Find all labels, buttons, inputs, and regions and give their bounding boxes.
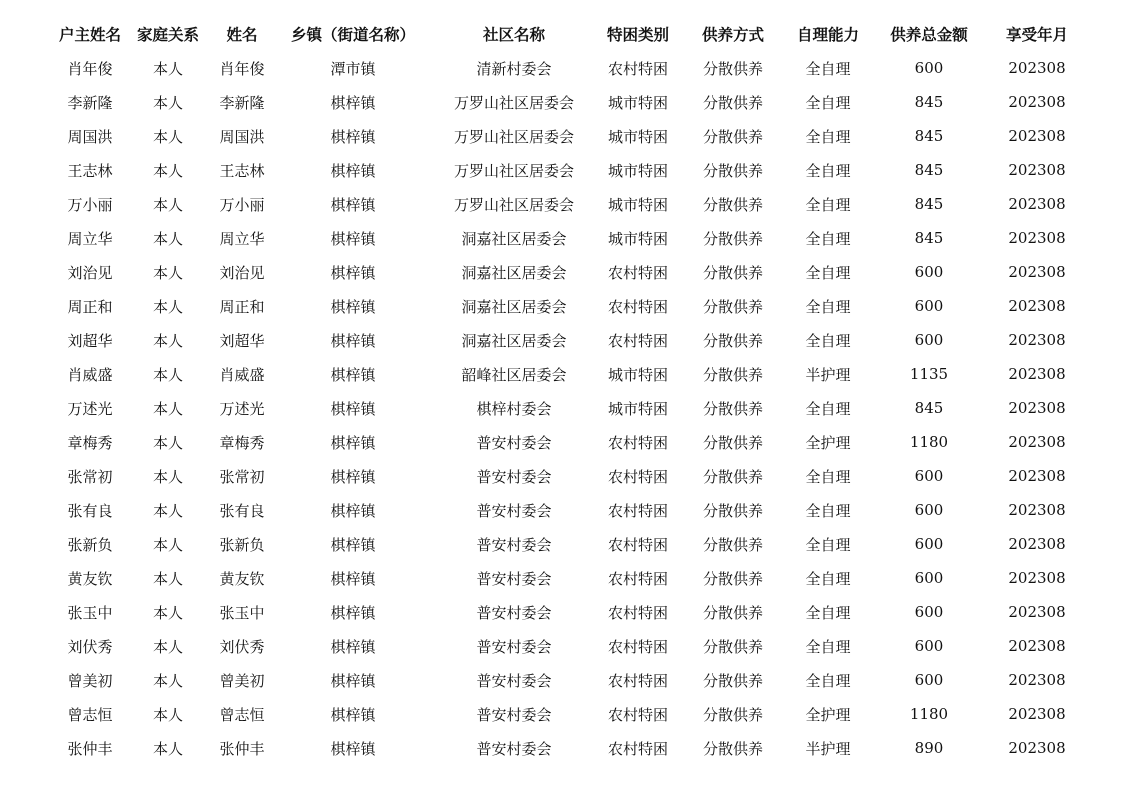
cell-poverty-category: 农村特困	[607, 705, 668, 724]
cell-self-care-ability: 全自理	[805, 467, 851, 486]
cell-name: 曾美初	[219, 671, 265, 690]
cell-support-mode: 分散供养	[702, 603, 763, 622]
cell-support-mode: 分散供养	[702, 467, 763, 486]
cell-householder-name: 周立华	[67, 229, 113, 248]
cell-householder-name: 张玉中	[67, 603, 113, 622]
cell-support-mode: 分散供养	[702, 501, 763, 520]
table-row	[45, 595, 1077, 629]
table-row	[45, 629, 1077, 663]
cell-name: 万述光	[219, 399, 265, 418]
cell-support-mode: 分散供养	[702, 161, 763, 180]
cell-benefit-month: 202308	[1008, 399, 1066, 417]
cell-benefit-month: 202308	[1008, 127, 1066, 145]
cell-self-care-ability: 全护理	[805, 705, 851, 724]
cell-poverty-category: 城市特困	[607, 229, 668, 248]
cell-support-mode: 分散供养	[702, 535, 763, 554]
cell-family-relation: 本人	[152, 365, 183, 384]
cell-self-care-ability: 全自理	[805, 331, 851, 350]
cell-town: 棋梓镇	[330, 501, 376, 520]
cell-poverty-category: 城市特困	[607, 399, 668, 418]
cell-name: 章梅秀	[219, 433, 265, 452]
table-row	[45, 493, 1077, 527]
cell-support-mode: 分散供养	[702, 671, 763, 690]
cell-self-care-ability: 全自理	[805, 501, 851, 520]
cell-family-relation: 本人	[152, 637, 183, 656]
cell-benefit-month: 202308	[1008, 671, 1066, 689]
cell-self-care-ability: 全自理	[805, 195, 851, 214]
cell-householder-name: 黄友钦	[67, 569, 113, 588]
cell-family-relation: 本人	[152, 433, 183, 452]
cell-support-mode: 分散供养	[702, 263, 763, 282]
cell-support-amount: 600	[914, 603, 944, 621]
table-row	[45, 323, 1077, 357]
table-row	[45, 731, 1077, 765]
header-poverty-category: 特困类别	[606, 25, 669, 44]
header-town: 乡镇（街道名称）	[290, 25, 415, 44]
cell-poverty-category: 城市特困	[607, 127, 668, 146]
cell-community: 普安村委会	[476, 535, 552, 554]
cell-poverty-category: 农村特困	[607, 671, 668, 690]
cell-town: 棋梓镇	[330, 127, 376, 146]
cell-town: 棋梓镇	[330, 637, 376, 656]
cell-poverty-category: 农村特困	[607, 637, 668, 656]
cell-benefit-month: 202308	[1008, 263, 1066, 281]
table-row	[45, 289, 1077, 323]
cell-town: 棋梓镇	[330, 433, 376, 452]
cell-householder-name: 周国洪	[67, 127, 113, 146]
cell-self-care-ability: 全自理	[805, 127, 851, 146]
cell-town: 棋梓镇	[330, 467, 376, 486]
cell-self-care-ability: 全护理	[805, 433, 851, 452]
cell-householder-name: 肖年俊	[67, 59, 113, 78]
header-householder-name: 户主姓名	[58, 25, 121, 44]
cell-poverty-category: 农村特困	[607, 501, 668, 520]
cell-poverty-category: 农村特困	[607, 433, 668, 452]
cell-family-relation: 本人	[152, 569, 183, 588]
cell-community: 万罗山社区居委会	[453, 161, 574, 180]
cell-householder-name: 章梅秀	[67, 433, 113, 452]
cell-poverty-category: 农村特困	[607, 535, 668, 554]
cell-town: 棋梓镇	[330, 671, 376, 690]
cell-support-mode: 分散供养	[702, 93, 763, 112]
cell-support-amount: 600	[914, 467, 944, 485]
cell-community: 普安村委会	[476, 671, 552, 690]
header-family-relation: 家庭关系	[136, 25, 199, 44]
cell-name: 张仲丰	[219, 739, 265, 758]
cell-poverty-category: 农村特困	[607, 297, 668, 316]
cell-householder-name: 李新隆	[67, 93, 113, 112]
header-benefit-month: 享受年月	[1005, 25, 1068, 44]
cell-town: 棋梓镇	[330, 93, 376, 112]
cell-householder-name: 万述光	[67, 399, 113, 418]
cell-support-mode: 分散供养	[702, 229, 763, 248]
cell-name: 肖威盛	[219, 365, 265, 384]
cell-family-relation: 本人	[152, 161, 183, 180]
cell-poverty-category: 城市特困	[607, 365, 668, 384]
cell-family-relation: 本人	[152, 331, 183, 350]
cell-support-amount: 1135	[909, 365, 949, 383]
cell-name: 张玉中	[219, 603, 265, 622]
cell-town: 棋梓镇	[330, 739, 376, 758]
table-row	[45, 357, 1077, 391]
cell-benefit-month: 202308	[1008, 535, 1066, 553]
cell-family-relation: 本人	[152, 671, 183, 690]
cell-community: 万罗山社区居委会	[453, 93, 574, 112]
cell-support-mode: 分散供养	[702, 297, 763, 316]
cell-householder-name: 万小丽	[67, 195, 113, 214]
cell-community: 普安村委会	[476, 467, 552, 486]
table-row	[45, 527, 1077, 561]
cell-householder-name: 张常初	[67, 467, 113, 486]
cell-town: 棋梓镇	[330, 603, 376, 622]
cell-benefit-month: 202308	[1008, 739, 1066, 757]
cell-poverty-category: 城市特困	[607, 195, 668, 214]
cell-town: 棋梓镇	[330, 229, 376, 248]
cell-benefit-month: 202308	[1008, 365, 1066, 383]
cell-self-care-ability: 全自理	[805, 569, 851, 588]
cell-support-amount: 600	[914, 297, 944, 315]
cell-community: 普安村委会	[476, 603, 552, 622]
cell-self-care-ability: 全自理	[805, 93, 851, 112]
cell-householder-name: 曾美初	[67, 671, 113, 690]
cell-poverty-category: 农村特困	[607, 569, 668, 588]
cell-community: 普安村委会	[476, 501, 552, 520]
cell-self-care-ability: 全自理	[805, 297, 851, 316]
table-row	[45, 697, 1077, 731]
cell-support-amount: 600	[914, 569, 944, 587]
cell-benefit-month: 202308	[1008, 705, 1066, 723]
cell-householder-name: 周正和	[67, 297, 113, 316]
table-row	[45, 255, 1077, 289]
cell-householder-name: 刘伏秀	[67, 637, 113, 656]
cell-householder-name: 张仲丰	[67, 739, 113, 758]
cell-community: 洞嘉社区居委会	[461, 263, 567, 282]
cell-support-amount: 845	[914, 93, 944, 111]
cell-support-mode: 分散供养	[702, 365, 763, 384]
cell-poverty-category: 农村特困	[607, 603, 668, 622]
cell-support-mode: 分散供养	[702, 569, 763, 588]
header-support-amount: 供养总金额	[890, 25, 968, 44]
cell-benefit-month: 202308	[1008, 433, 1066, 451]
cell-family-relation: 本人	[152, 705, 183, 724]
cell-name: 刘治见	[219, 263, 265, 282]
cell-benefit-month: 202308	[1008, 59, 1066, 77]
cell-name: 黄友钦	[219, 569, 265, 588]
cell-poverty-category: 农村特困	[607, 59, 668, 78]
cell-poverty-category: 农村特困	[607, 331, 668, 350]
table-row	[45, 391, 1077, 425]
cell-name: 李新隆	[219, 93, 265, 112]
cell-community: 洞嘉社区居委会	[461, 297, 567, 316]
cell-householder-name: 王志林	[67, 161, 113, 180]
cell-name: 周立华	[219, 229, 265, 248]
cell-self-care-ability: 全自理	[805, 263, 851, 282]
cell-town: 棋梓镇	[330, 161, 376, 180]
cell-self-care-ability: 全自理	[805, 399, 851, 418]
cell-self-care-ability: 半护理	[805, 365, 851, 384]
header-name: 姓名	[226, 25, 258, 44]
table-row	[45, 187, 1077, 221]
cell-poverty-category: 农村特困	[607, 263, 668, 282]
cell-support-amount: 600	[914, 331, 944, 349]
cell-family-relation: 本人	[152, 59, 183, 78]
table-row	[45, 51, 1077, 85]
cell-poverty-category: 农村特困	[607, 467, 668, 486]
cell-support-amount: 600	[914, 637, 944, 655]
table-row	[45, 119, 1077, 153]
cell-support-amount: 600	[914, 501, 944, 519]
cell-town: 棋梓镇	[330, 297, 376, 316]
cell-name: 周国洪	[219, 127, 265, 146]
cell-support-amount: 600	[914, 671, 944, 689]
cell-family-relation: 本人	[152, 467, 183, 486]
cell-family-relation: 本人	[152, 535, 183, 554]
cell-town: 棋梓镇	[330, 331, 376, 350]
table-row	[45, 459, 1077, 493]
cell-benefit-month: 202308	[1008, 569, 1066, 587]
cell-benefit-month: 202308	[1008, 297, 1066, 315]
cell-poverty-category: 城市特困	[607, 161, 668, 180]
cell-family-relation: 本人	[152, 603, 183, 622]
cell-householder-name: 张新负	[67, 535, 113, 554]
cell-name: 周正和	[219, 297, 265, 316]
cell-town: 棋梓镇	[330, 705, 376, 724]
header-community: 社区名称	[482, 25, 545, 44]
table-row	[45, 221, 1077, 255]
cell-support-mode: 分散供养	[702, 637, 763, 656]
cell-name: 张新负	[219, 535, 265, 554]
cell-support-mode: 分散供养	[702, 433, 763, 452]
cell-community: 普安村委会	[476, 569, 552, 588]
table-row	[45, 85, 1077, 119]
table-row	[45, 561, 1077, 595]
cell-support-mode: 分散供养	[702, 705, 763, 724]
cell-support-amount: 845	[914, 161, 944, 179]
cell-community: 普安村委会	[476, 739, 552, 758]
cell-town: 棋梓镇	[330, 535, 376, 554]
cell-family-relation: 本人	[152, 399, 183, 418]
cell-self-care-ability: 全自理	[805, 535, 851, 554]
cell-benefit-month: 202308	[1008, 229, 1066, 247]
cell-benefit-month: 202308	[1008, 195, 1066, 213]
cell-householder-name: 刘治见	[67, 263, 113, 282]
cell-family-relation: 本人	[152, 93, 183, 112]
cell-benefit-month: 202308	[1008, 161, 1066, 179]
cell-support-amount: 845	[914, 127, 944, 145]
cell-support-mode: 分散供养	[702, 331, 763, 350]
cell-poverty-category: 城市特困	[607, 93, 668, 112]
cell-self-care-ability: 全自理	[805, 603, 851, 622]
cell-family-relation: 本人	[152, 263, 183, 282]
cell-family-relation: 本人	[152, 127, 183, 146]
cell-community: 清新村委会	[476, 59, 552, 78]
cell-self-care-ability: 半护理	[805, 739, 851, 758]
cell-support-amount: 845	[914, 399, 944, 417]
cell-town: 棋梓镇	[330, 569, 376, 588]
table-header-row	[45, 17, 1077, 51]
cell-name: 刘超华	[219, 331, 265, 350]
table-row	[45, 425, 1077, 459]
cell-self-care-ability: 全自理	[805, 229, 851, 248]
cell-name: 王志林	[219, 161, 265, 180]
cell-self-care-ability: 全自理	[805, 637, 851, 656]
header-support-mode: 供养方式	[701, 25, 764, 44]
cell-support-amount: 845	[914, 195, 944, 213]
cell-self-care-ability: 全自理	[805, 59, 851, 78]
cell-name: 万小丽	[219, 195, 265, 214]
cell-town: 棋梓镇	[330, 399, 376, 418]
cell-name: 刘伏秀	[219, 637, 265, 656]
cell-benefit-month: 202308	[1008, 331, 1066, 349]
cell-family-relation: 本人	[152, 195, 183, 214]
table-row	[45, 153, 1077, 187]
cell-name: 张常初	[219, 467, 265, 486]
cell-community: 普安村委会	[476, 705, 552, 724]
document-sheet	[45, 17, 1077, 765]
cell-support-mode: 分散供养	[702, 127, 763, 146]
cell-support-amount: 845	[914, 229, 944, 247]
cell-householder-name: 张有良	[67, 501, 113, 520]
cell-benefit-month: 202308	[1008, 467, 1066, 485]
cell-family-relation: 本人	[152, 297, 183, 316]
cell-support-amount: 890	[914, 739, 944, 757]
support-recipients-table	[45, 17, 1077, 765]
cell-support-mode: 分散供养	[702, 59, 763, 78]
cell-community: 洞嘉社区居委会	[461, 229, 567, 248]
cell-community: 棋梓村委会	[476, 399, 552, 418]
cell-community: 普安村委会	[476, 433, 552, 452]
cell-self-care-ability: 全自理	[805, 161, 851, 180]
cell-householder-name: 肖威盛	[67, 365, 113, 384]
cell-benefit-month: 202308	[1008, 501, 1066, 519]
cell-self-care-ability: 全自理	[805, 671, 851, 690]
cell-support-amount: 600	[914, 535, 944, 553]
cell-community: 洞嘉社区居委会	[461, 331, 567, 350]
cell-support-amount: 1180	[909, 705, 949, 723]
cell-support-amount: 600	[914, 263, 944, 281]
cell-householder-name: 刘超华	[67, 331, 113, 350]
cell-benefit-month: 202308	[1008, 93, 1066, 111]
cell-family-relation: 本人	[152, 229, 183, 248]
table-body	[45, 51, 1077, 765]
cell-householder-name: 曾志恒	[67, 705, 113, 724]
cell-community: 万罗山社区居委会	[453, 127, 574, 146]
cell-town: 棋梓镇	[330, 365, 376, 384]
cell-family-relation: 本人	[152, 739, 183, 758]
cell-poverty-category: 农村特困	[607, 739, 668, 758]
cell-support-amount: 600	[914, 59, 944, 77]
cell-community: 韶峰社区居委会	[461, 365, 567, 384]
cell-benefit-month: 202308	[1008, 603, 1066, 621]
cell-town: 潭市镇	[330, 59, 376, 78]
cell-community: 普安村委会	[476, 637, 552, 656]
cell-town: 棋梓镇	[330, 195, 376, 214]
table-row	[45, 663, 1077, 697]
cell-support-mode: 分散供养	[702, 739, 763, 758]
header-self-care-ability: 自理能力	[796, 25, 859, 44]
cell-support-mode: 分散供养	[702, 195, 763, 214]
cell-support-mode: 分散供养	[702, 399, 763, 418]
cell-support-amount: 1180	[909, 433, 949, 451]
cell-benefit-month: 202308	[1008, 637, 1066, 655]
cell-name: 张有良	[219, 501, 265, 520]
cell-town: 棋梓镇	[330, 263, 376, 282]
cell-family-relation: 本人	[152, 501, 183, 520]
cell-name: 肖年俊	[219, 59, 265, 78]
cell-name: 曾志恒	[219, 705, 265, 724]
cell-community: 万罗山社区居委会	[453, 195, 574, 214]
